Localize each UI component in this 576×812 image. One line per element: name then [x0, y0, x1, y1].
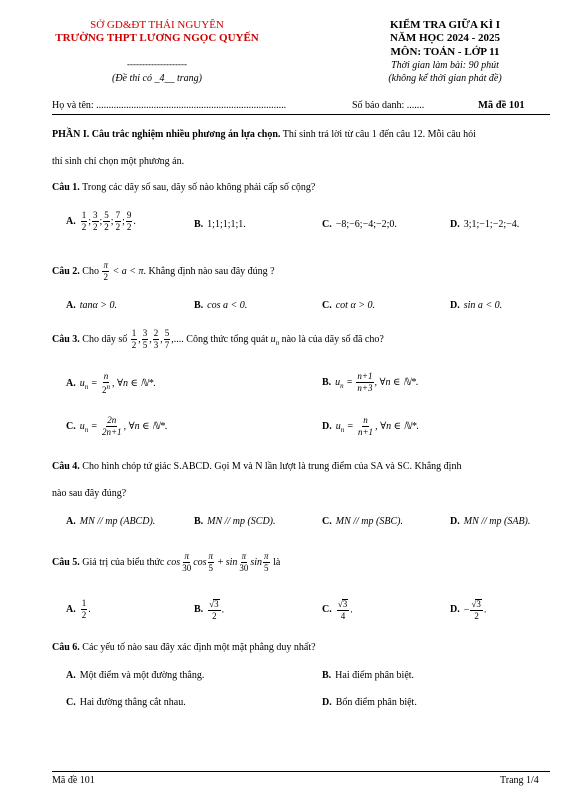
footer-page-number: Trang 1/4 [500, 775, 539, 786]
q6-option-d[interactable]: D. Bốn điểm phân biệt. [322, 697, 417, 708]
question-2: Câu 2. Cho $\frac{\pi}{2}$ < a < π. Khẳng định nào sau đây đúng ? [52, 260, 275, 282]
exam-time: Thời gian làm bài: 90 phút [391, 60, 499, 71]
header-dashes: -------------------- [127, 59, 187, 69]
exam-code: Mã đề 101 [478, 100, 525, 111]
q6-option-a[interactable]: A. Một điểm và một đường thẳng. [66, 670, 205, 681]
pages-note: (Đề thi có _4__ trang) [112, 73, 202, 84]
q6-option-c[interactable]: C. Hai đường thẳng cắt nhau. [66, 697, 186, 708]
question-4-line2: nào sau đây đúng? [52, 488, 127, 499]
q5-option-c[interactable]: C. $\frac{√3}{4}$ . [322, 599, 353, 621]
q4-option-c[interactable]: C. MN // mp (SBC). [322, 516, 403, 527]
q3-option-b[interactable]: B. $u_n$ = $\frac{n+1}{n+3}$ , ∀n ∈ ℕ*. [322, 371, 419, 393]
question-6: Câu 6. Các yếu tố nào sau đây xác định một mặt phẳng duy nhất? [52, 642, 316, 653]
dept-name: SỞ GD&ĐT THÁI NGUYÊN [90, 19, 224, 31]
part1-heading [52, 129, 476, 140]
question-5: Câu 5. Giá trị của biểu thức cos $\frac{\pi}{30}$ cos $\frac{\pi}{5}$ + sin $\frac{\pi}{30}$ sin $\frac{\pi}{5}$ là [52, 551, 281, 573]
student-id-field: Số báo danh: ....... [352, 100, 425, 111]
q3-option-d[interactable]: D. $u_n$ = $\frac{n}{n+1}$ , ∀n ∈ ℕ*. [322, 415, 420, 437]
q3-option-c[interactable]: C. $u_n$ = $\frac{2n}{2n+1}$ , ∀n ∈ ℕ*. [66, 415, 168, 437]
part1-desc-line2: thí sinh chỉ chọn một phương án. [52, 156, 185, 167]
q4-option-b[interactable]: B. MN // mp (SCD). [194, 516, 276, 527]
q4-option-a[interactable]: A. MN // mp (ABCD). [66, 516, 156, 527]
q2-option-a[interactable]: A. tanα > 0. [66, 300, 118, 311]
school-name: TRƯỜNG THPT LƯƠNG NGỌC QUYẾN [55, 32, 259, 44]
q5-option-a[interactable]: A. $\frac{1}{2}$ . [66, 598, 91, 620]
q4-option-d[interactable]: D. MN // mp (SAB). [450, 516, 531, 527]
q6-option-b[interactable]: B. Hai điểm phân biệt. [322, 670, 415, 681]
q1-option-b[interactable]: B. 1;1;1;1;1. [194, 219, 246, 230]
q3-option-a[interactable]: A. $u_n$ = $\frac{n}{2^n}$ , ∀n ∈ ℕ*. [66, 371, 156, 395]
q2-option-d[interactable]: D. sin a < 0. [450, 300, 503, 311]
q1-option-a[interactable]: A. $\frac{1}{2}$ ; $\frac{3}{2}$ ; $\frac{5}{2}$ ; $\frac{7}{2}$ ; $\frac{9}{2}$ . [66, 210, 136, 232]
q1-label: Câu 1. [52, 182, 80, 193]
q1-option-c[interactable]: C. −8;−6;−4;−2;0. [322, 219, 397, 230]
subject: MÔN: TOÁN - LỚP 11 [390, 46, 500, 58]
footer-divider [52, 771, 550, 772]
q2-option-b[interactable]: B. cos a < 0. [194, 300, 248, 311]
school-year: NĂM HỌC 2024 - 2025 [390, 32, 500, 44]
header-divider [52, 114, 550, 115]
exam-title: KIỂM TRA GIỮA KÌ I [389, 19, 501, 31]
q2-option-c[interactable]: C. cot α > 0. [322, 300, 375, 311]
question-4: Câu 4. Cho hình chóp tứ giác S.ABCD. Gọi M và N lần lượt là trung điểm của SA và SC. Khẳng định [52, 461, 462, 472]
q1-text: Trong các dãy số sau, dãy số nào không phải cấp số cộng? [79, 182, 316, 193]
question-3: Câu 3. Cho dãy số $\frac{1}{2}$ , $\frac{3}{5}$ , $\frac{2}{3}$ , $\frac{5}{7}$ ,.... Công thức tổng quát $u_n$ nào là của dãy số đã cho? [52, 328, 384, 350]
time-note: (không kể thời gian phát đề) [388, 73, 502, 84]
q1-option-d[interactable]: D. 3;1;−1;−2;−4. [450, 219, 520, 230]
footer-exam-code: Mã đề 101 [52, 775, 95, 786]
q5-option-b[interactable]: B. $\frac{√3}{2}$ . [194, 599, 225, 621]
q5-option-d[interactable]: D. − $\frac{√3}{2}$ . [450, 599, 487, 621]
part1-title: PHẦN I. Câu trắc nghiệm nhiều phương án lựa chọn. [52, 129, 281, 140]
question-1 [52, 182, 315, 193]
part1-desc: Thí sinh trả lời từ câu 1 đến câu 12. Mỗi câu hỏi [280, 129, 476, 140]
student-name-field: Họ và tên: ............................................................................ [52, 100, 287, 111]
